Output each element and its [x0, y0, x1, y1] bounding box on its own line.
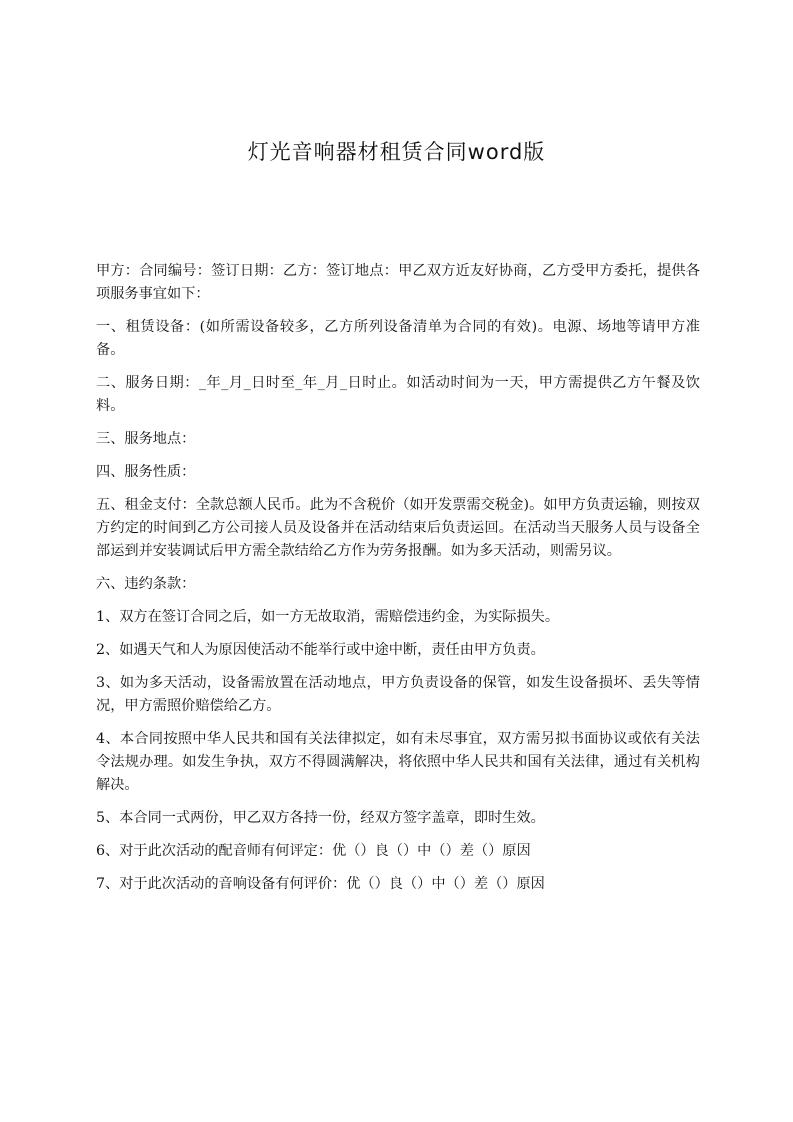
paragraph-clause-2-service-date: 二、服务日期：_年_月_日时至_年_月_日时止。如活动时间为一天，甲方需提供乙方午餐及饮料。	[96, 375, 700, 414]
paragraph-item-7: 7、对于此次活动的音响设备有何评价：优（）良（）中（）差（）原因	[96, 876, 545, 892]
paragraph-preamble: 甲方：合同编号：签订日期：乙方：签订地点：甲乙双方近友好协商，乙方受甲方委托，提供各项服务事宜如下：	[96, 263, 700, 302]
paragraph-item-3: 3、如为多天活动，设备需放置在活动地点，甲方负责设备的保管，如发生设备损坏、丢失等情况，甲方需照价赔偿给乙方。	[96, 675, 700, 714]
document-title: 灯光音响器材租赁合同word版	[247, 140, 546, 164]
paragraph-item-1: 1、双方在签订合同之后，如一方无故取消，需赔偿违约金，为实际损失。	[96, 609, 560, 625]
paragraph-clause-5-payment: 五、租金支付：全款总额人民币。此为不含税价（如开发票需交税金)。如甲方负责运输，则按双方约定的时间到乙方公司接人员及设备并在活动结束后负责运回。在活动当天服务人员与设备全部运到并安装调试后甲方需全款结给乙方作为劳务报酬。如为多天活动，则需另议。	[96, 497, 700, 559]
paragraph-clause-4-nature: 四、服务性质：	[96, 464, 196, 480]
paragraph-item-6: 6、对于此次活动的配音师有何评定：优（）良（）中（）差（）原因	[96, 843, 531, 859]
paragraph-item-4: 4、本合同按照中华人民共和国有关法律拟定，如有未尽事宜，双方需另拟书面协议或依有关法令法规办理。如发生争执，双方不得圆满解决，将依照中华人民共和国有关法律，通过有关机构解决。	[96, 731, 700, 793]
document-body	[96, 260, 700, 906]
paragraph-clause-3-location: 三、服务地点：	[96, 431, 196, 447]
paragraph-clause-6-breach: 六、违约条款：	[96, 576, 196, 592]
paragraph-item-5: 5、本合同一式两份，甲乙双方各持一份，经双方签字盖章，即时生效。	[96, 810, 545, 826]
paragraph-item-2: 2、如遇天气和人为原因使活动不能举行或中途中断，责任由甲方负责。	[96, 642, 545, 658]
paragraph-clause-1-equipment: 一、租赁设备：(如所需设备较多，乙方所列设备清单为合同的有效)。电源、场地等请甲方准备。	[96, 319, 700, 358]
